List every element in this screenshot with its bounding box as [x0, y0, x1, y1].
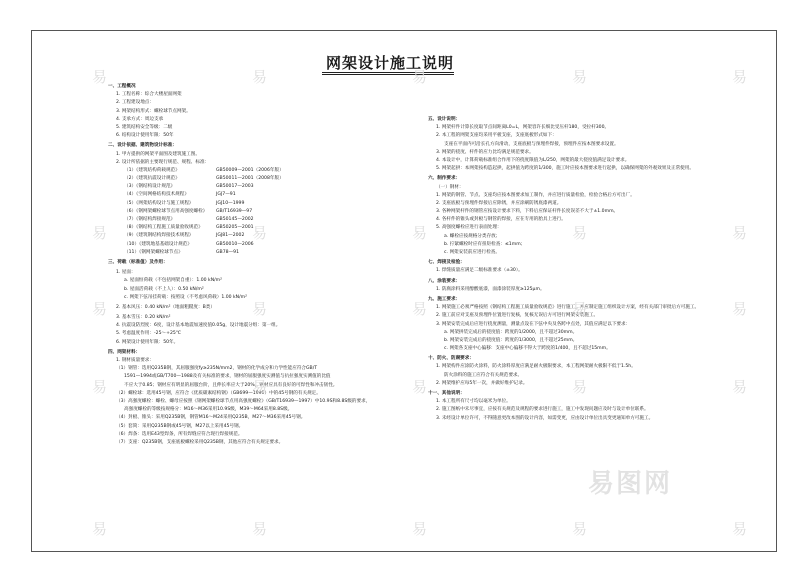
note-text: 4. 各杆件的锥头或封板与钢管的焊接，应在专用的胎具上进行。	[436, 217, 566, 223]
note-text: 一、工程概况	[108, 84, 136, 89]
note-text: 3. 网架结构形式：螺栓球节点网架。	[116, 108, 191, 114]
note-text: （1）《建筑结构荷载规范》	[124, 167, 180, 173]
watermark-glyph: 易	[732, 520, 748, 538]
note-line	[428, 141, 738, 149]
note-text: （4）封板、锥头：采用Q235B钢，钢管M16～M24采用Q235B，M27～M36采用45号钢。	[116, 415, 306, 421]
section-heading	[428, 175, 738, 183]
note-text: 十一、其他说明：	[428, 391, 465, 396]
note-text: 2. 本工程的网架支座均采用平板支座，支座底板形式如下：	[436, 133, 557, 139]
note-line	[428, 337, 738, 345]
watermark-glyph: 易	[412, 378, 428, 396]
note-text: 3. 各种网架杆件的钢管应按设计要求下料，下料后应保证杆件长度误差不大于±1.0mm。	[436, 209, 619, 215]
note-line	[108, 398, 408, 406]
note-text: （9）《建筑钢结构焊接技术规程》	[124, 233, 194, 239]
note-text: 3. 未经设计单位许可，不得随意更改本图的设计内容，如需变更，应由设计单位出具变更通知单方可施工。	[436, 415, 654, 421]
note-line	[108, 330, 408, 338]
note-text: 八、涂装要求：	[428, 278, 461, 284]
note-text: 3. 网架的挠度、杆件的应力比均满足规范要求。	[436, 149, 534, 155]
section-heading	[428, 355, 738, 363]
standard-code: GB50009—2001（2006年版）	[216, 167, 284, 173]
note-line	[108, 322, 408, 330]
note-text: 1. 钢材质量要求：	[116, 358, 155, 363]
watermark-glyph: 易	[412, 224, 428, 242]
note-text: 1. 甲方提供的网架平面图及建筑施工图。	[116, 151, 200, 157]
note-text: 高强度螺栓的等级按规格分：M16～M36采用10.9S级，M39～M64采用8.8S级。	[124, 407, 293, 413]
standard-code: JGJ7—91	[216, 192, 236, 198]
section-heading	[108, 142, 408, 150]
note-text: 1. 防腐涂料采用醇酸底漆，面漆涂装厚度≥125μm。	[436, 286, 545, 292]
standard-code: JGJ81—2002	[216, 233, 245, 239]
note-text: （1）钢管：选用Q235B钢，其屈服强度fy≥235N/mm2，钢材的化学成分和力学性能应符合GB/T	[116, 366, 318, 372]
note-line	[428, 208, 738, 216]
note-line	[428, 406, 738, 414]
watermark-glyph: 易	[572, 300, 588, 318]
note-line	[428, 200, 738, 208]
note-text: 3. 网架安装完成后应进行挠度测量，测量点设在下弦中央及各跨中点处，其值应满足以下要求：	[436, 321, 631, 327]
note-text: 1. 本工程所有尺寸均以毫米为单位。	[436, 399, 511, 405]
note-line	[428, 184, 738, 192]
note-text: （8）《钢结构工程施工质量验收规范》	[124, 225, 203, 231]
note-text: 1. 工程名称：综合大楼屋面网架	[116, 92, 182, 98]
note-text: 2. 支座底板与预埋件焊接后应除锈，并应涂刷防锈底漆两道。	[436, 200, 562, 206]
note-line	[428, 267, 738, 275]
note-text: 不应大于0.85；钢材应有明显的屈服台阶，且伸长率应大于20%，钢材应具有良好的可焊性和冲击韧性。	[124, 382, 338, 388]
note-text: （7）《钢结构焊接规范》	[124, 217, 176, 222]
note-line	[108, 167, 408, 175]
note-line	[108, 208, 408, 216]
note-text: （3）《钢结构设计规范》	[124, 184, 176, 190]
note-text: a. 屋面恒荷载（不包括网架自重）：1.00 kN/m²	[124, 278, 222, 284]
note-text: 十、防火、防腐要求：	[428, 356, 474, 362]
watermark-glyph: 易	[92, 520, 108, 538]
note-text: 2. 施工图纸中未尽事宜，应按有关规范及规程的要求进行施工，施工中发现问题应及时与设计单位联系。	[436, 407, 649, 413]
note-text: 五、设计说明：	[428, 117, 461, 122]
section-heading	[428, 259, 738, 267]
title-underline-second	[322, 74, 454, 75]
note-line	[428, 345, 738, 353]
brand-watermark: 易图网	[588, 469, 673, 499]
note-line	[108, 423, 408, 431]
note-text: c. 网架安装前应进行检查。	[444, 250, 500, 255]
note-line	[428, 132, 738, 140]
note-line	[108, 116, 408, 124]
note-text: 九、施工要求：	[428, 296, 461, 302]
section-heading	[108, 349, 408, 357]
note-text: （3）高强度螺栓：螺栓、螺母应按照《钢网架螺栓球节点用高强度螺栓》（GB/T16939—1997）中10.9S和8.8S级的要求，	[116, 398, 371, 404]
page-title: 网架设计施工说明	[325, 54, 454, 72]
note-text: c. 网架下弦吊挂荷载：按照设（不考虑风荷载）1.00 kN/m²	[124, 294, 247, 300]
note-line	[108, 249, 408, 257]
note-text: 5. 建筑结构安全等级：二级	[116, 124, 173, 130]
note-line	[108, 124, 408, 132]
standard-code: GB50205—2001	[216, 225, 254, 231]
note-text: 1. 网架构件应涂防火涂料，防火涂料厚度应满足耐火极限要求，本工程网架耐火极限不低于1.5h。	[436, 364, 636, 370]
note-line	[108, 439, 408, 447]
section-heading	[108, 259, 408, 267]
note-text: 二、设计依据、建筑物设计标准：	[108, 143, 177, 149]
note-text: （6）《钢网架螺栓球节点用高强度螺栓》	[124, 208, 208, 214]
note-line	[108, 431, 408, 439]
note-text: b. 屋面活荷载（不上人）：0.50 kN/m²	[124, 286, 204, 292]
watermark-glyph: 易	[572, 520, 588, 538]
watermark-glyph: 易	[732, 68, 748, 86]
watermark-glyph: 易	[92, 378, 108, 396]
watermark-glyph: 易	[732, 378, 748, 396]
watermark-glyph: 易	[92, 300, 108, 318]
note-text: 2. 基本风压：0.40 kN/m²（地面粗糙度：B类）	[116, 304, 215, 310]
note-text: b. 拧紧螺栓时应有扭矩检查：≤1mm；	[444, 241, 526, 247]
note-text: 2. 工程建设地点：	[116, 100, 155, 106]
standard-code: GB50017—2003	[216, 184, 254, 190]
watermark-glyph: 易	[252, 300, 268, 318]
note-line	[108, 159, 408, 167]
watermark-glyph: 易	[92, 68, 108, 86]
watermark-glyph: 易	[572, 68, 588, 86]
note-text: 1. 网架施工必须严格按照《钢结构工程施工质量验收规范》进行施工，并应制定施工组织设计方案，经有关部门审批后方可施工。	[436, 305, 700, 311]
note-line	[428, 157, 738, 165]
note-line	[108, 132, 408, 140]
note-text: a. 网架拼装完成后的挠度值：跨度的1/2000，且不超过30mm。	[444, 329, 578, 335]
note-text: （2）螺栓球：选用45号钢，应符合《优质碳素结构钢》（GB699—1999）中的45号钢的有关规定。	[116, 390, 321, 396]
note-text: 防火涂料的施工应符合有关规范要求。	[444, 372, 523, 378]
note-text: 5. 高强度螺栓应进行表面处理：	[436, 225, 502, 231]
watermark-glyph: 易	[92, 224, 108, 242]
watermark-glyph: 易	[732, 300, 748, 318]
note-text: （2）《建筑抗震设计规范》	[124, 176, 180, 182]
watermark-glyph: 易	[412, 520, 428, 538]
note-text: 2. 网架维护应每5年一次，并做好维护记录。	[436, 380, 528, 386]
note-text: a. 螺栓应按规格分类存放；	[444, 233, 501, 239]
watermark-glyph: 易	[572, 224, 588, 242]
note-line	[108, 339, 408, 347]
note-text: 四、网架材料：	[108, 349, 141, 355]
section-heading	[428, 116, 738, 124]
note-text: 1. 网架杆件计算长度取节点间距离L0=L，网架容许长细比受压杆180，受拉杆300。	[436, 125, 610, 131]
note-line	[428, 398, 738, 406]
watermark-glyph: 易	[252, 224, 268, 242]
note-line	[108, 183, 408, 191]
standard-code: GB50145—2002	[216, 217, 254, 222]
watermark-glyph: 易	[412, 68, 428, 86]
note-line	[428, 321, 738, 329]
watermark-glyph: 易	[572, 378, 588, 396]
note-line	[108, 108, 408, 116]
note-text: 6. 结构设计使用年限：50年	[116, 133, 174, 139]
note-text: （7）支座：Q235B钢，支座底板螺栓采用Q235B钢，其他应符合有关规定要求。	[116, 439, 284, 445]
watermark-glyph: 易	[252, 68, 268, 86]
standard-code: GB50011—2001（2008年版）	[216, 176, 284, 182]
note-text: b. 网架安装完成后的挠度值：跨度的1/3000，且不超过25mm。	[444, 337, 578, 343]
note-line	[108, 191, 408, 199]
note-line	[108, 357, 408, 365]
watermark-glyph: 易	[252, 520, 268, 538]
note-text: 4. 抗震设防烈度：6度，设计基本地震加速度值0.05g，设计地震分组：第一组。	[116, 323, 281, 329]
note-text: 七、焊接及检验：	[428, 260, 465, 266]
note-text: 5. 考虑温度作用：-25～+25℃	[116, 331, 181, 337]
note-line	[108, 269, 408, 277]
note-line	[108, 200, 408, 208]
note-line	[428, 192, 738, 200]
note-line	[108, 175, 408, 183]
note-text: （11）《钢网架螺栓球节点》	[124, 249, 183, 255]
note-text: （6）焊条：选用E43型焊条，所有焊缝应符合现行焊接规范。	[116, 431, 243, 437]
note-line	[428, 249, 738, 257]
note-text: 支座在平面内可沿长孔方向滑动，支座底板与预埋件焊接，预埋件应按本图要求设置。	[444, 141, 619, 147]
note-line	[108, 406, 408, 414]
note-text: 1. 焊缝质量应满足二级标准要求（±30）。	[436, 268, 523, 274]
note-line	[108, 286, 408, 294]
note-text: 六、制作要求：	[428, 176, 461, 182]
note-text: 2. 施工前应对支座及预埋件位置进行复核，复核无误后方可进行网架安装施工。	[436, 313, 599, 319]
standard-code: JGJ10—1999	[216, 200, 245, 206]
note-line	[428, 165, 738, 173]
note-text: 5. 网架起拱：本网架按构造起拱，起拱值为跨度的1/300，施工时应按本图要求进行起拱，以确保网架的外观效果及正常使用。	[436, 166, 694, 172]
watermark-glyph: 易	[732, 224, 748, 242]
note-line	[428, 124, 738, 132]
note-line	[108, 91, 408, 99]
note-line	[428, 329, 738, 337]
note-text: （4）《空间网格结构技术规程》	[124, 192, 189, 198]
standard-code: GB50010—2006	[216, 241, 254, 247]
note-line	[428, 415, 738, 423]
note-line	[108, 414, 408, 422]
note-line	[108, 151, 408, 159]
note-text: （10）《建筑地基基础设计规范》	[124, 241, 192, 247]
note-text: 1. 屋面：	[116, 270, 136, 276]
note-text: 1. 网架的钢管、节点、支座均应按本图要求加工制作，并应进行质量检验，检验合格后方可出厂。	[436, 192, 635, 198]
note-line	[428, 363, 738, 371]
note-text: c. 网架各支座中心偏移：支座中心偏移不得大于跨度的1/400，且不超过15mm。	[444, 346, 611, 352]
note-text: 4. 本设计中，计算荷载标准组合作用下的挠度限值为L/250，网架的最大挠度值满足设计要求。	[436, 157, 630, 163]
note-text: 4. 支承方式：周边支承	[116, 116, 164, 122]
note-text: 3. 基本雪压：0.20 kN/m²	[116, 315, 171, 321]
note-text: （一）钢材：	[436, 184, 464, 190]
note-line	[428, 149, 738, 157]
note-text: （5）《网架结构设计与施工规程》	[124, 200, 194, 206]
section-heading	[428, 278, 738, 286]
note-text: 6. 网架设计使用年限：50年。	[116, 339, 179, 345]
title-underline	[322, 72, 454, 73]
note-text: 三、荷载（标准值）及作用：	[108, 259, 168, 265]
note-line	[428, 286, 738, 294]
note-text: 2. 设计所依据的主要现行规范、规程、标准：	[116, 159, 210, 165]
note-line	[108, 277, 408, 285]
note-line	[108, 365, 408, 373]
note-text: （5）套筒：采用Q235B钢或45号钢，M27以上采用45号钢。	[116, 423, 244, 429]
note-line	[108, 99, 408, 107]
standard-code: GB/T16939—97	[216, 208, 253, 214]
watermark-glyph: 易	[252, 378, 268, 396]
note-text: 1591—1994或GB/T700—1988及有关标准的要求，钢材的屈服强度实测值与抗拉强度实测值的比值	[124, 374, 331, 380]
standard-code: GB78—91	[216, 249, 239, 255]
watermark-glyph: 易	[412, 300, 428, 318]
